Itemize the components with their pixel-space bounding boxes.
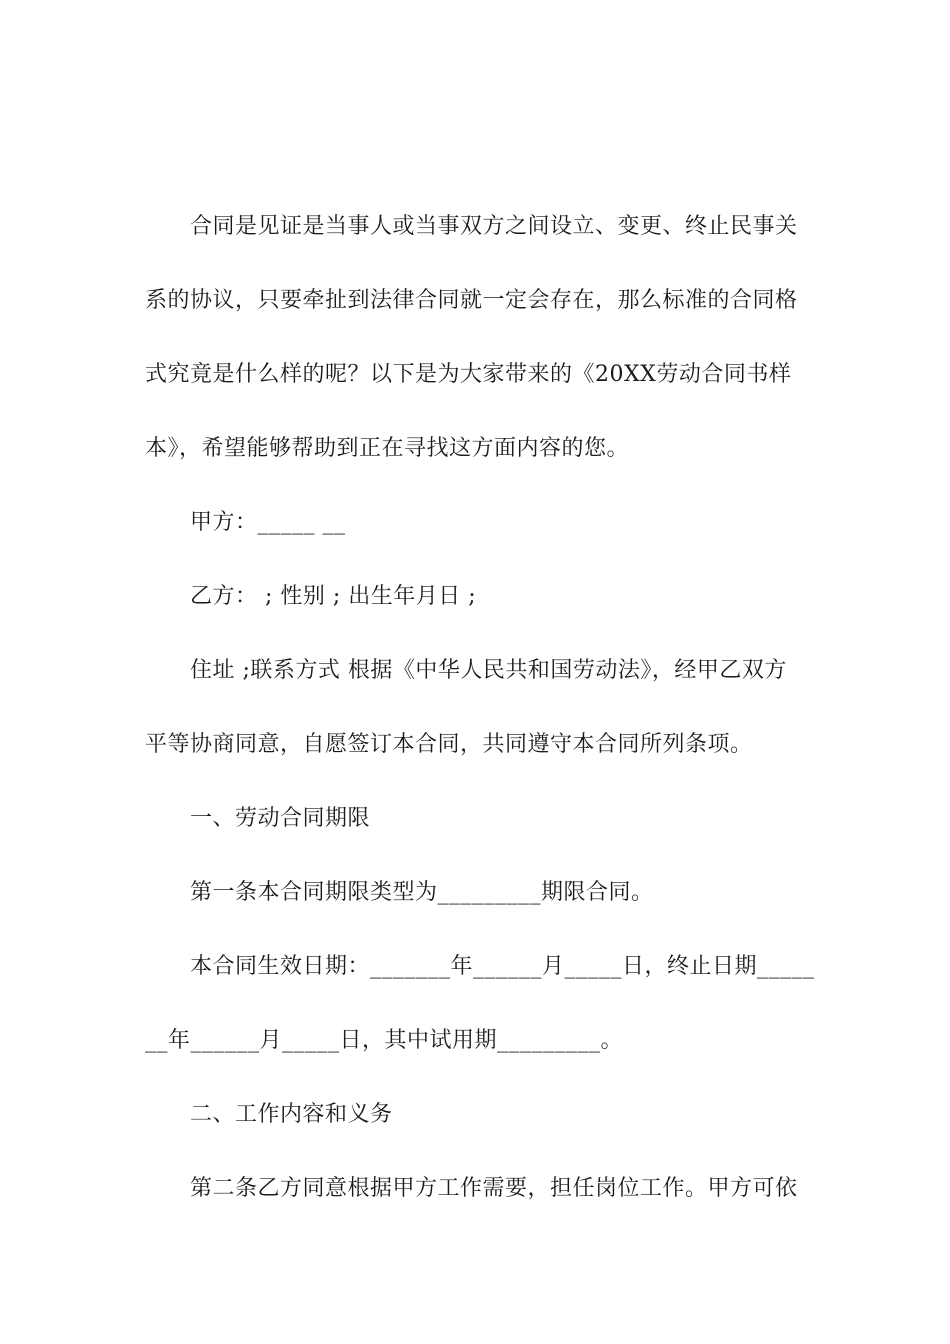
party-a-line: 甲方：_____ __ [190, 510, 346, 535]
article-2-line: 第二条乙方同意根据甲方工作需要，担任岗位工作。甲方可依 [190, 1176, 798, 1201]
paragraph-intro-line-3: 式究竟是什么样的呢？以下是为大家带来的《20XX劳动合同书样 [145, 362, 792, 387]
effective-date-line-2: __年______月_____日，其中试用期_________。 [145, 1028, 624, 1053]
effective-date-line-1: 本合同生效日期：_______年______月_____日，终止日期_____ [190, 954, 815, 979]
paragraph-intro-line-4: 本》，希望能够帮助到正在寻找这方面内容的您。 [145, 436, 630, 461]
article-1-line: 第一条本合同期限类型为_________期限合同。 [190, 880, 654, 905]
address-line-1: 住址 ;联系方式 根据《中华人民共和国劳动法》，经甲乙双方 [190, 658, 787, 683]
paragraph-intro-line-2: 系的协议，只要牵扯到法律合同就一定会存在，那么标准的合同格 [145, 288, 798, 313]
party-b-line: 乙方： ; 性别 ; 出生年月日 ; [190, 584, 477, 609]
section-heading-work-content: 二、工作内容和义务 [190, 1102, 393, 1127]
paragraph-intro-line-1: 合同是见证是当事人或当事双方之间设立、变更、终止民事关 [190, 214, 798, 239]
address-line-2: 平等协商同意，自愿签订本合同，共同遵守本合同所列条项。 [145, 732, 753, 757]
section-heading-contract-term: 一、劳动合同期限 [190, 806, 371, 831]
